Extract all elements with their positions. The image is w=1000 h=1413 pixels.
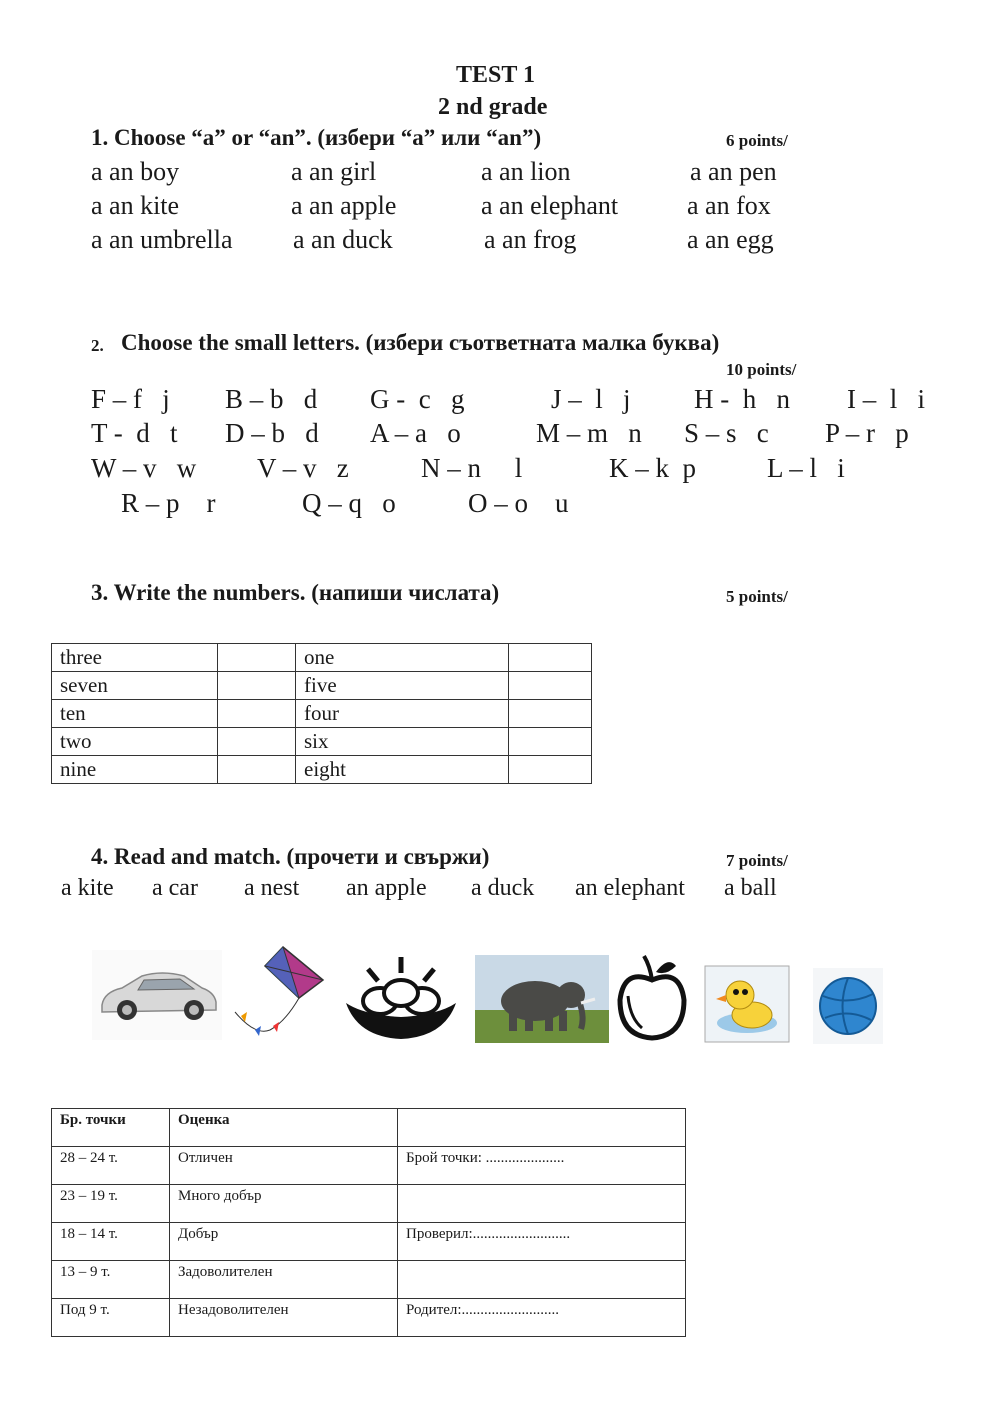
grading-cell	[398, 1261, 686, 1299]
number-word: six	[296, 728, 509, 756]
apple-picture[interactable]	[614, 950, 690, 1044]
answer-cell[interactable]	[218, 756, 296, 784]
grading-cell: 13 – 9 т.	[52, 1261, 170, 1299]
q1-item: a an lion	[481, 157, 571, 186]
match-word[interactable]: a duck	[471, 875, 535, 901]
q2-item: B – b d	[225, 384, 318, 414]
grading-cell: 28 – 24 т.	[52, 1147, 170, 1185]
page-title: TEST 1	[456, 62, 535, 88]
q1-item: a an egg	[687, 225, 774, 254]
number-word: nine	[52, 756, 218, 784]
q2-points: 10 points/	[726, 360, 797, 379]
q1-item: a an pen	[690, 157, 777, 186]
q2-item: A – a o	[370, 418, 461, 448]
q4-points: 7 points/	[726, 851, 788, 870]
q2-item: R – p r	[121, 488, 216, 518]
grading-table	[51, 1108, 686, 1337]
q4-heading: 4. Read and match. (прочети и свържи)	[91, 844, 490, 869]
q2-item: M – m n	[536, 418, 642, 448]
number-word: ten	[52, 700, 218, 728]
table-row	[52, 1261, 686, 1299]
car-picture[interactable]	[92, 950, 222, 1040]
q2-item: T - d t	[91, 418, 178, 448]
match-word[interactable]: a car	[152, 875, 198, 901]
table-row	[52, 644, 592, 672]
q2-item: P – r p	[825, 418, 909, 448]
table-row	[52, 1299, 686, 1337]
q2-item: G - c g	[370, 384, 465, 414]
q2-number: 2.	[91, 336, 104, 355]
grading-header: Оценка	[170, 1109, 398, 1147]
numbers-table	[51, 643, 592, 784]
match-word[interactable]: an elephant	[575, 875, 685, 901]
answer-cell[interactable]	[218, 644, 296, 672]
number-word: eight	[296, 756, 509, 784]
q2-item: N – n l	[421, 453, 523, 483]
answer-cell[interactable]	[509, 728, 592, 756]
match-word[interactable]: a ball	[724, 875, 777, 901]
table-row	[52, 1147, 686, 1185]
q2-item: W – v w	[91, 453, 197, 483]
q1-item: a an kite	[91, 191, 180, 220]
q2-item: J – l j	[551, 384, 631, 414]
table-row	[52, 1185, 686, 1223]
page-subtitle: 2 nd grade	[438, 94, 548, 120]
q2-item: H - h n	[694, 384, 790, 414]
q1-item: a an fox	[687, 191, 771, 220]
q3-heading: 3. Write the numbers. (напиши числата)	[91, 580, 500, 605]
grading-cell: Проверил:..........................	[398, 1223, 686, 1261]
number-word: five	[296, 672, 509, 700]
grading-cell: 23 – 19 т.	[52, 1185, 170, 1223]
q1-heading: 1. Choose “a” or “an”. (избери “a” или “an”)	[91, 125, 542, 150]
grading-cell	[398, 1185, 686, 1223]
table-row	[52, 1109, 686, 1147]
grading-cell: 18 – 14 т.	[52, 1223, 170, 1261]
q3-points: 5 points/	[726, 587, 788, 606]
q1-item: a an elephant	[481, 191, 619, 220]
table-row	[52, 756, 592, 784]
number-word: four	[296, 700, 509, 728]
q2-item: F – f j	[91, 384, 170, 414]
grading-cell: Родител:..........................	[398, 1299, 686, 1337]
q2-heading: Choose the small letters. (избери съответната малка буква)	[121, 330, 720, 355]
ball-picture[interactable]	[813, 968, 883, 1044]
nest-picture[interactable]	[338, 945, 464, 1045]
q2-item: O – o u	[468, 488, 569, 518]
q1-item: a an umbrella	[91, 225, 233, 254]
q2-item: V – v z	[257, 453, 349, 483]
grading-cell: Задоволителен	[170, 1261, 398, 1299]
match-word[interactable]: a kite	[61, 875, 114, 901]
q1-item: a an frog	[484, 225, 577, 254]
number-word: two	[52, 728, 218, 756]
answer-cell[interactable]	[509, 700, 592, 728]
q2-item: S – s c	[684, 418, 769, 448]
number-word: three	[52, 644, 218, 672]
table-row	[52, 1223, 686, 1261]
q1-points: 6 points/	[726, 131, 788, 150]
grading-cell: Много добър	[170, 1185, 398, 1223]
answer-cell[interactable]	[218, 700, 296, 728]
grading-header: Бр. точки	[52, 1109, 170, 1147]
q2-item: I – l i	[847, 384, 925, 414]
q2-item: Q – q o	[302, 488, 396, 518]
grading-cell: Отличен	[170, 1147, 398, 1185]
answer-cell[interactable]	[218, 728, 296, 756]
q2-item: K – k p	[609, 453, 696, 483]
kite-picture[interactable]	[225, 942, 333, 1042]
table-row	[52, 672, 592, 700]
table-row	[52, 728, 592, 756]
answer-cell[interactable]	[509, 644, 592, 672]
answer-cell[interactable]	[509, 672, 592, 700]
grading-cell: Добър	[170, 1223, 398, 1261]
q1-item: a an girl	[291, 157, 377, 186]
table-row	[52, 700, 592, 728]
grading-cell: Незадоволителен	[170, 1299, 398, 1337]
match-word[interactable]: an apple	[346, 875, 427, 901]
elephant-picture[interactable]	[475, 955, 609, 1043]
q2-item: D – b d	[225, 418, 319, 448]
q2-item: L – l i	[767, 453, 845, 483]
number-word: seven	[52, 672, 218, 700]
q1-item: a an duck	[293, 225, 393, 254]
grading-cell: Под 9 т.	[52, 1299, 170, 1337]
grading-cell: Брой точки: .....................	[398, 1147, 686, 1185]
answer-cell[interactable]	[218, 672, 296, 700]
answer-cell[interactable]	[509, 756, 592, 784]
grading-header	[398, 1109, 686, 1147]
q1-item: a an boy	[91, 157, 180, 186]
duck-picture[interactable]	[704, 965, 790, 1043]
q1-item: a an apple	[291, 191, 397, 220]
number-word: one	[296, 644, 509, 672]
match-word[interactable]: a nest	[244, 875, 300, 901]
